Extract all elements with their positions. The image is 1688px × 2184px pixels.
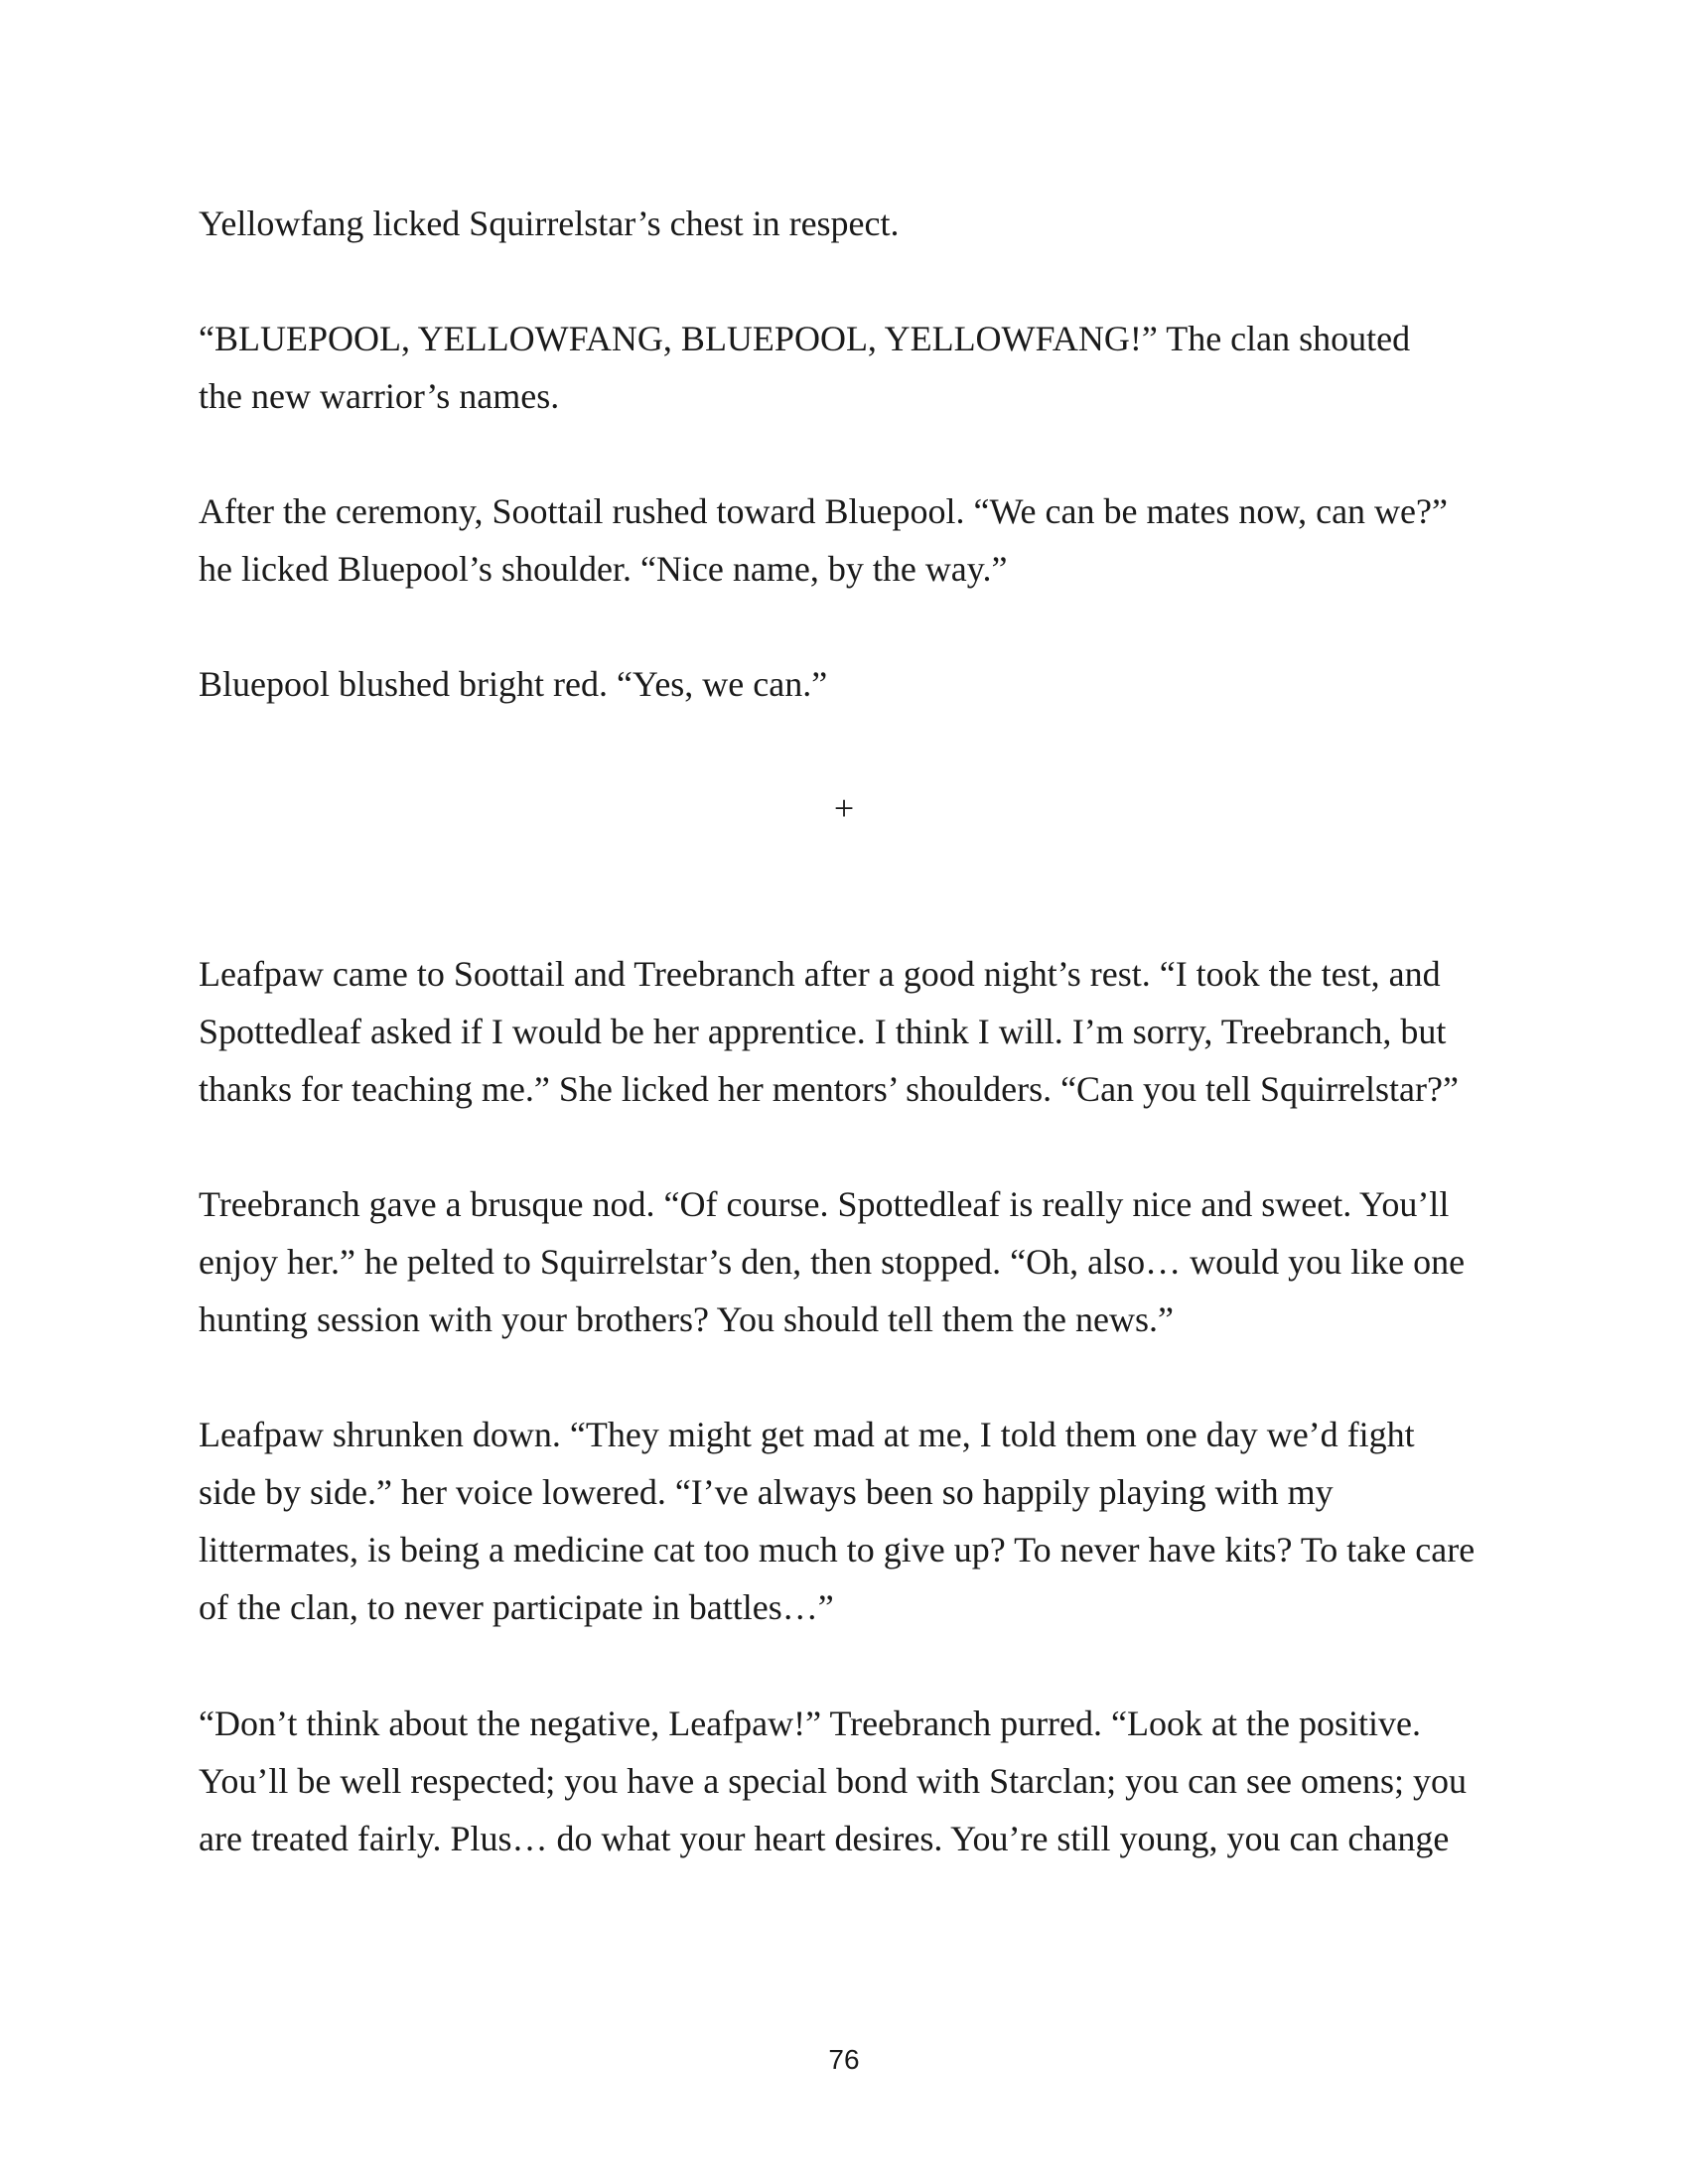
text-line: You’ll be well respected; you have a special bond with Starclan; you can see omens; you: [199, 1761, 1468, 1801]
text-line: thanks for teaching me.” She licked her mentors’ shoulders. “Can you tell Squirrelstar?”: [199, 1069, 1459, 1109]
section-separator: +: [833, 788, 855, 828]
text-line: the new warrior’s names.: [199, 376, 560, 416]
paragraph-6: [199, 1175, 1499, 1348]
text-line: Spottedleaf asked if I would be her apprentice. I think I will. I’m sorry, Treebranch, but: [199, 1012, 1447, 1051]
text-line: “Don’t think about the negative, Leafpaw!” Treebranch purred. “Look at the positive.: [199, 1704, 1421, 1743]
paragraph-2: [199, 310, 1499, 425]
text-line: hunting session with your brothers? You should tell them the news.”: [199, 1299, 1174, 1339]
text-line: Yellowfang licked Squirrelstar’s chest in respect.: [199, 204, 900, 243]
text-line: Treebranch gave a brusque nod. “Of course. Spottedleaf is really nice and sweet. You’ll: [199, 1184, 1450, 1224]
paragraph-5: [199, 945, 1499, 1118]
text-line: littermates, is being a medicine cat too much to give up? To never have kits? To take care: [199, 1530, 1476, 1570]
text-line: side by side.” her voice lowered. “I’ve always been so happily playing with my: [199, 1472, 1334, 1512]
page-number: 76: [828, 2044, 860, 2075]
text-line: he licked Bluepool’s shoulder. “Nice name, by the way.”: [199, 549, 1008, 589]
text-line: Leafpaw shrunken down. “They might get mad at me, I told them one day we’d fight: [199, 1415, 1415, 1454]
paragraph-8: [199, 1695, 1499, 1867]
text-line: enjoy her.” he pelted to Squirrelstar’s den, then stopped. “Oh, also… would you like one: [199, 1242, 1466, 1282]
paragraph-3: [199, 482, 1499, 598]
paragraph-1: [199, 195, 1499, 252]
text-line: of the clan, to never participate in battles…”: [199, 1587, 834, 1627]
text-line: After the ceremony, Soottail rushed toward Bluepool. “We can be mates now, can we?”: [199, 491, 1448, 531]
text-line: Leafpaw came to Soottail and Treebranch after a good night’s rest. “I took the test, and: [199, 954, 1441, 994]
text-line: “BLUEPOOL, YELLOWFANG, BLUEPOOL, YELLOWFANG!” The clan shouted: [199, 319, 1411, 358]
text-line: are treated fairly. Plus… do what your heart desires. You’re still young, you can change: [199, 1819, 1450, 1858]
paragraph-4: [199, 655, 1499, 713]
text-line: Bluepool blushed bright red. “Yes, we can.”: [199, 664, 828, 704]
paragraph-7: [199, 1406, 1499, 1636]
